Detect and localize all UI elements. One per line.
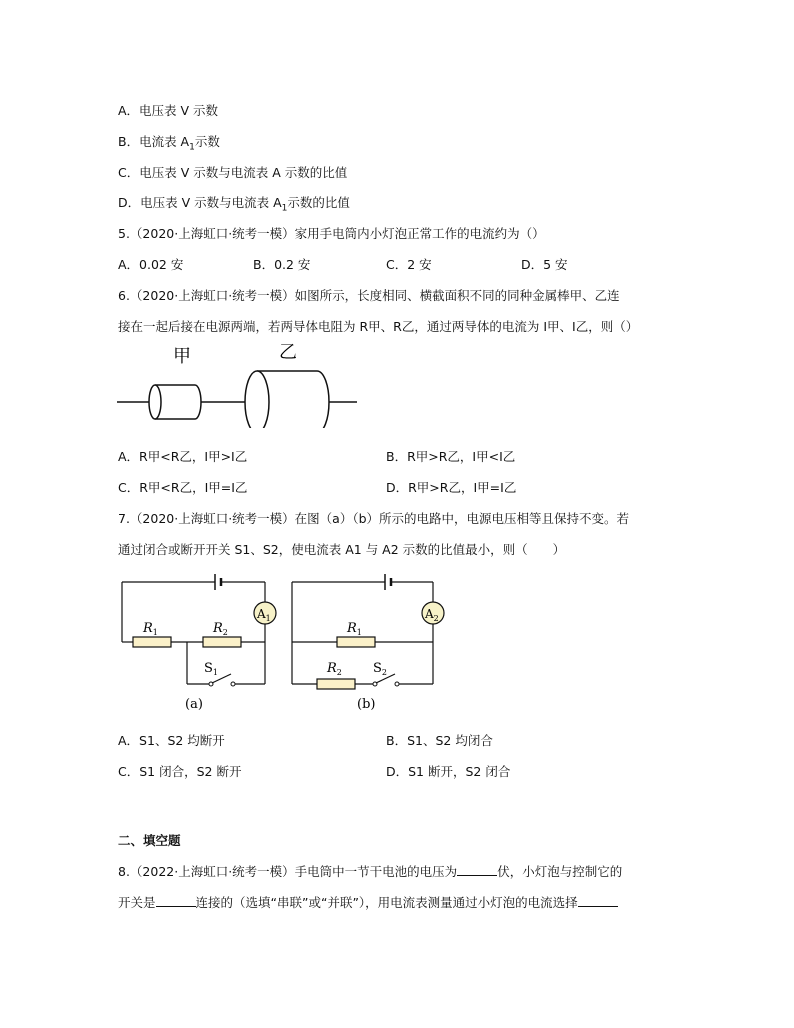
ammeter-a2-label: $A_2$ [425, 607, 439, 623]
q6-figure-rods [115, 338, 365, 428]
q4-option-a: A．电压表 V 示数 [118, 103, 219, 118]
answer-blank[interactable] [578, 894, 618, 907]
resistor-r1-label: $R_1$ [347, 621, 362, 637]
q6-option-d: D．R甲>R乙，I甲=I乙 [386, 480, 517, 495]
q6-stem-line2: 接在一起后接在电源两端，若两导体电阻为 R甲、R乙，通过两导体的电流为 I甲、I乙，则（） [118, 319, 639, 334]
switch-s2-label: $S_2$ [373, 661, 387, 677]
q5-option-b: B．0.2 安 [253, 257, 311, 272]
q7-option-c: C．S1 闭合，S2 断开 [118, 764, 242, 779]
resistor-r2-label: $R_2$ [327, 661, 342, 677]
q5-stem: 5.（2020·上海虹口·统考一模）家用手电筒内小灯泡正常工作的电流约为（） [118, 226, 545, 241]
q7-circuit-b [285, 566, 455, 714]
figure-b-caption: (b) [357, 697, 376, 712]
q5-option-c: C．2 安 [386, 257, 432, 272]
q4-option-c: C．电压表 V 示数与电流表 A 示数的比值 [118, 165, 348, 180]
q8-line2: 开关是 连接的（选填“串联”或“并联”），用电流表测量通过小灯泡的电流选择 [118, 893, 618, 911]
resistor-r2-label: $R_2$ [213, 621, 228, 637]
q7-option-d: D．S1 断开，S2 闭合 [386, 764, 511, 779]
q5-option-a: A．0.02 安 [118, 257, 184, 272]
figure-a-caption: (a) [185, 697, 203, 712]
q6-option-a: A．R甲<R乙，I甲>I乙 [118, 449, 248, 464]
section-title-fill-in: 二、填空题 [118, 833, 181, 848]
q4-option-b: B．电流表 $A_1$示数 [118, 134, 220, 153]
q7-circuit-a [115, 566, 285, 714]
switch-s1-label: $S_1$ [204, 661, 218, 677]
q6-stem-line1: 6.（2020·上海虹口·统考一模）如图所示，长度相同、横截面积不同的同种金属棒甲、乙连 [118, 288, 620, 303]
q7-stem-line1: 7.（2020·上海虹口·统考一模）在图（a）（b）所示的电路中，电源电压相等且保持不变。若 [118, 511, 630, 526]
answer-blank[interactable] [156, 894, 196, 907]
q7-stem-line2: 通过闭合或断开开关 S1、S2，使电流表 A1 与 A2 示数的比值最小，则（ ） [118, 542, 566, 557]
ammeter-a1-label: $A_1$ [257, 607, 271, 623]
q7-option-a: A．S1、S2 均断开 [118, 733, 225, 748]
q7-option-b: B．S1、S2 均闭合 [386, 733, 493, 748]
q4-option-d: D．电压表 V 示数与电流表 $A_1$示数的比值 [118, 195, 350, 214]
q6-option-b: B．R甲>R乙，I甲<I乙 [386, 449, 516, 464]
label-jia: 甲 [173, 346, 191, 367]
resistor-r1-label: $R_1$ [143, 621, 158, 637]
label-yi: 乙 [279, 342, 297, 363]
q6-option-c: C．R甲<R乙，I甲=I乙 [118, 480, 248, 495]
q8-line1: 8.（2022·上海虹口·统考一模）手电筒中一节干电池的电压为 伏，小灯泡与控制它的 [118, 864, 623, 879]
answer-blank[interactable] [457, 863, 497, 876]
q5-option-d: D．5 安 [521, 257, 568, 272]
